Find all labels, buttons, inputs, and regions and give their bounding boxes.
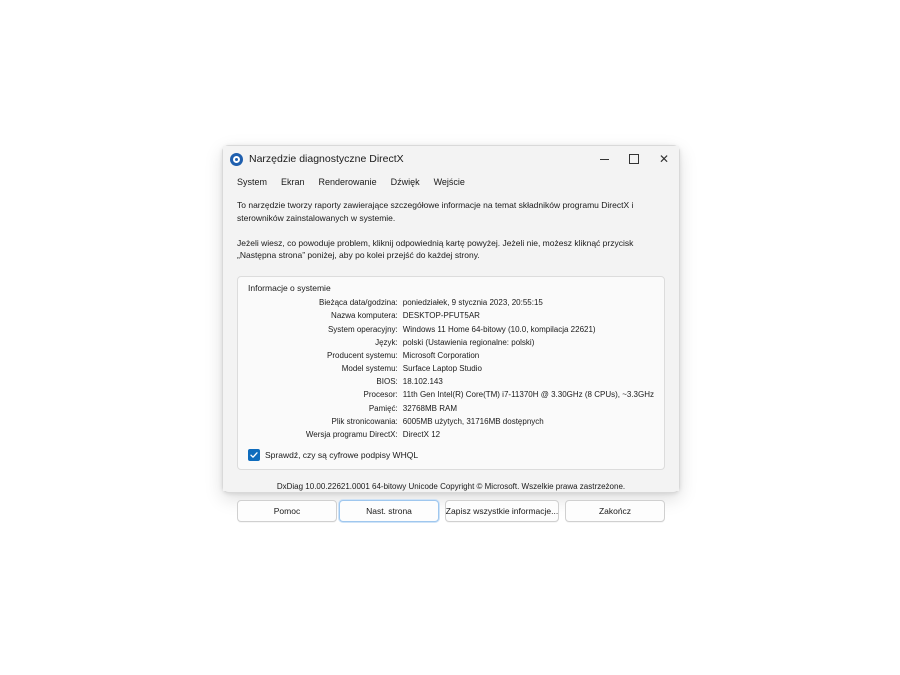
table-row (248, 389, 654, 402)
tab-bar (223, 172, 679, 190)
table-row (248, 350, 654, 363)
table-row (248, 416, 654, 429)
table-row (248, 402, 654, 415)
maximize-icon (629, 154, 639, 164)
whql-checkbox-label: Sprawdź, czy są cyfrowe podpisy WHQL (265, 449, 419, 460)
row-value: DirectX 12 (402, 429, 441, 439)
system-info-title: Informacje o systemie (248, 283, 331, 293)
row-label: Plik stronicowania: (331, 416, 398, 426)
row-label: Język: (375, 337, 398, 347)
help-button[interactable]: Pomoc (237, 500, 337, 522)
table-row (248, 376, 654, 389)
window-title: Narzędzie diagnostyczne DirectX (249, 153, 404, 165)
intro-paragraph-2: Jeżeli wiesz, co powoduje problem, kliknij odpowiednią kartę powyżej. Jeżeli nie, możesz kliknąć przycisk „Następna strona” poniżej, aby po kolei przejść do każdej strony. (237, 237, 634, 261)
row-label: Pamięć: (368, 403, 398, 413)
row-label: Bieżąca data/godzina: (319, 298, 398, 308)
row-value: 6005MB użytych, 31716MB dostępnych (402, 416, 544, 426)
whql-checkbox-row[interactable] (248, 449, 654, 461)
row-label: Procesor: (363, 390, 398, 400)
window-controls (589, 146, 679, 172)
table-row (248, 429, 654, 442)
directx-icon (230, 153, 243, 166)
exit-button[interactable]: Zakończ (565, 500, 665, 522)
dialog-button-bar (223, 491, 679, 531)
version-footnote: DxDiag 10.00.22621.0001 64-bitowy Unicode Copyright © Microsoft. Wszelkie prawa zastrzeżone. (276, 481, 626, 491)
row-label: BIOS: (376, 377, 398, 387)
next-page-button[interactable]: Nast. strona (339, 500, 439, 522)
row-value: poniedziałek, 9 stycznia 2023, 20:55:15 (402, 298, 543, 308)
row-label: Nazwa komputera: (331, 311, 398, 321)
row-value: 32768MB RAM (402, 403, 457, 413)
table-row (248, 297, 654, 310)
tab-renderowanie[interactable]: Renderowanie (318, 177, 377, 187)
tab-dzwiek[interactable]: Dźwięk (390, 177, 420, 187)
tab-system[interactable]: System (237, 177, 268, 187)
table-row (248, 363, 654, 376)
tab-content-system (223, 190, 679, 491)
row-value: 11th Gen Intel(R) Core(TM) i7-11370H @ 3.30GHz (8 CPUs), ~3.3GHz (402, 390, 654, 400)
tab-ekran[interactable]: Ekran (281, 177, 305, 187)
intro-paragraph-1: To narzędzie tworzy raporty zawierające szczegółowe informacje na temat składników programu DirectX i sterowników zainstalowanych w systemie. (237, 200, 634, 223)
minimize-icon (600, 159, 609, 160)
system-info-table (248, 297, 654, 442)
row-value: DESKTOP-PFUT5AR (402, 311, 480, 321)
row-value: polski (Ustawienia regionalne: polski) (402, 337, 535, 347)
close-icon: ✕ (658, 152, 670, 166)
dxdiag-window (222, 145, 680, 516)
row-label: Model systemu: (341, 364, 398, 374)
maximize-button[interactable] (619, 146, 649, 172)
close-button[interactable] (649, 146, 679, 172)
row-label: System operacyjny: (327, 324, 398, 334)
table-row (248, 310, 654, 323)
action-button-group (339, 500, 665, 522)
save-all-information-button[interactable]: Zapisz wszystkie informacje... (445, 500, 559, 522)
tab-wejscie[interactable]: Wejście (433, 177, 465, 187)
row-value: Surface Laptop Studio (402, 364, 482, 374)
table-row (248, 337, 654, 350)
row-label: Producent systemu: (327, 350, 398, 360)
row-value: Windows 11 Home 64-bitowy (10.0, kompilacja 22621) (402, 324, 596, 334)
whql-checkbox[interactable] (248, 449, 260, 461)
minimize-button[interactable] (589, 146, 619, 172)
row-value: 18.102.143 (402, 377, 443, 387)
row-label: Wersja programu DirectX: (305, 429, 398, 439)
system-info-group (237, 276, 665, 470)
title-bar (223, 146, 679, 172)
row-value: Microsoft Corporation (402, 350, 480, 360)
table-row (248, 323, 654, 336)
